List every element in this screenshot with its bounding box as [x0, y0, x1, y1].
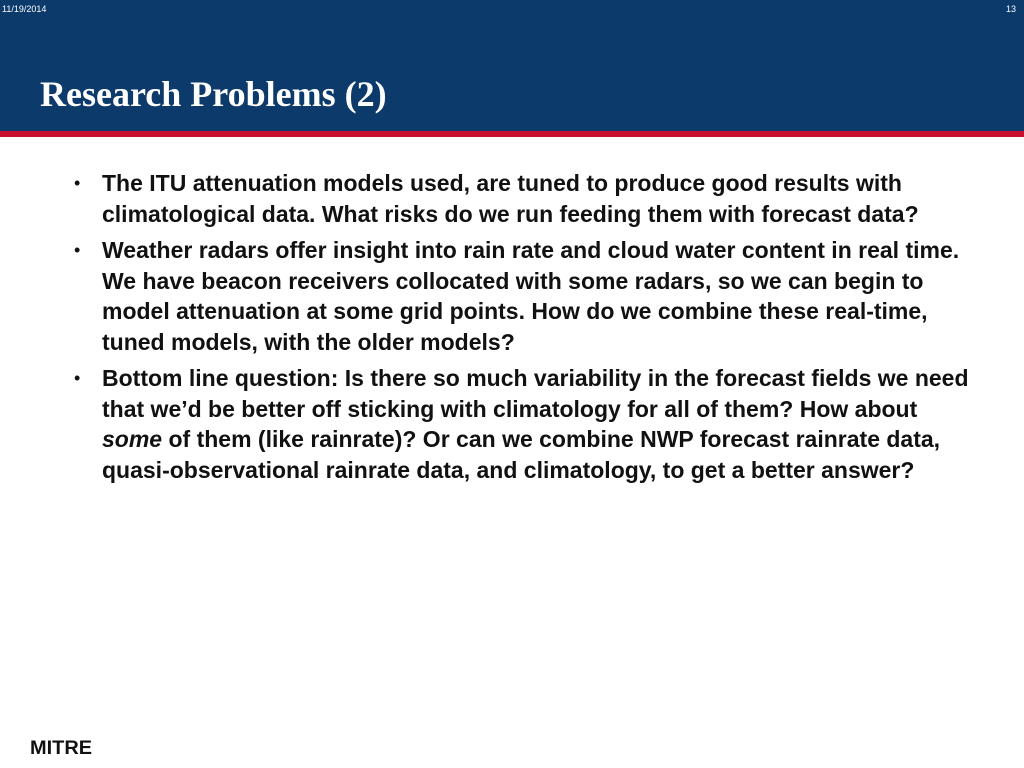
page-number: 13 — [1005, 4, 1016, 14]
bullet-item — [74, 235, 974, 357]
bullet-text: The ITU attenuation models used, are tuned to produce good results with climatological data. What risks do we run feeding them with forecast data? — [102, 170, 919, 227]
slide-title: Research Problems (2) — [40, 74, 387, 114]
bullet-emphasis: some — [102, 426, 163, 452]
bullet-icon: • — [74, 173, 81, 193]
mitre-logo: MITRE — [30, 738, 93, 759]
bullet-icon: • — [74, 240, 81, 260]
slide-date: 11/19/2014 — [2, 4, 47, 14]
bullet-list — [74, 168, 974, 491]
header-band — [0, 0, 1024, 131]
accent-divider — [0, 131, 1024, 137]
bullet-item — [74, 168, 974, 229]
bullet-text-end: of them (like rainrate)? Or can we combine NWP forecast rainrate data, quasi-observational rainrate data, and climatology, to get a better answer? — [102, 426, 941, 483]
bullet-icon: • — [74, 368, 81, 388]
bullet-text-start: Bottom line question: Is there so much variability in the forecast fields we need that we’d be better off sticking with climatology for all of them? How about — [102, 365, 969, 422]
bullet-text: Weather radars offer insight into rain rate and cloud water content in real time. We have beacon receivers collocated with some radars, so we can begin to model attenuation at some grid points. How do we combine these real-time, tuned models, with the older models? — [102, 237, 960, 355]
bullet-item — [74, 363, 974, 485]
